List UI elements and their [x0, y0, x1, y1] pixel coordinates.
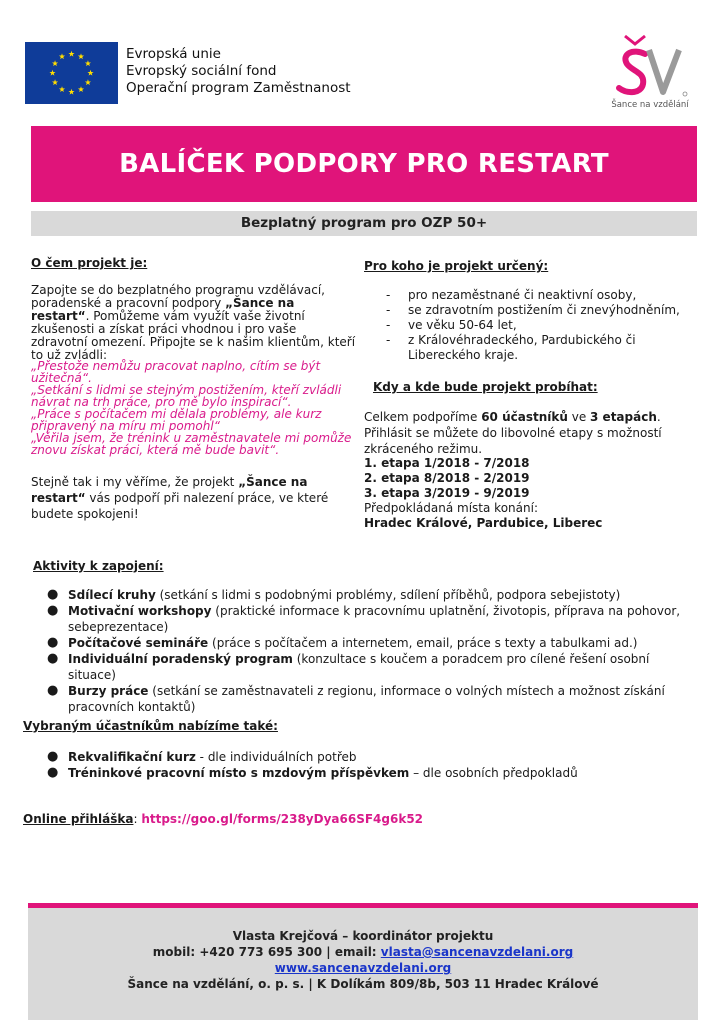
eu-star-icon [85, 79, 91, 85]
quotes-block [31, 360, 356, 456]
activities-heading: Aktivity k zapojení: [33, 559, 164, 573]
target-item: - se zdravotním postižením či znevýhodněním, [386, 303, 680, 317]
eu-text [126, 46, 351, 97]
left-heading: O čem projekt je: [31, 256, 148, 270]
eu-star-icon [87, 70, 93, 76]
logo-caption: Šance na vzdělání [611, 100, 689, 110]
sance-logo [605, 28, 695, 112]
stage-2: 2. etapa 8/2018 - 2/2019 [364, 471, 530, 485]
footer-coordinator: Vlasta Krejčová – koordinátor projektu [232, 929, 494, 943]
right-heading-1: Pro koho je projekt určený: [364, 259, 549, 273]
activity-item: ● Individuální poradenský program (konzultace s koučem a poradcem pro cílené řešení osobní situace) [47, 651, 650, 682]
places-label: Předpokládaná místa konání: [364, 501, 538, 515]
footer [28, 903, 698, 1020]
email-link[interactable]: vlasta@sancenavzdelani.org [380, 945, 574, 959]
target-item: - ve věku 50-64 let, [386, 318, 517, 332]
activity-item: ● Motivační workshopy (praktické informace k pracovnímu uplatnění, životopis, příprava na pohovor, sebeprezentace) [47, 603, 681, 634]
stage-1: 1. etapa 1/2018 - 7/2018 [364, 456, 530, 470]
eu-flag-logo [25, 42, 118, 104]
activities-list [0, 587, 690, 715]
intro-bold: „Šance na restart“ [31, 296, 295, 323]
activity-item: ● Počítačové semináře (práce s počítačem a internetem, email, práce s texty a tabulkami ad.) [47, 635, 638, 650]
offer-item: ● Tréninkové pracovní místo s mzdovým příspěvkem – dle osobních předpokladů [47, 765, 578, 780]
online-signup: Online přihláška: https://goo.gl/forms/238yDya66SF4g6k52 [23, 812, 424, 826]
web-link[interactable]: www.sancenavzdelani.org [274, 961, 452, 975]
subtitle-bar: Bezplatný program pro OZP 50+ [31, 211, 697, 236]
eu-star-icon [68, 89, 74, 95]
eu-star-icon [59, 86, 65, 92]
intro-pre: Zapojte se do bezplatného programu vzdělávací, poradenské a pracovní podpory [31, 283, 325, 310]
online-label: Online přihláška [23, 812, 134, 826]
stages-block [364, 456, 699, 531]
schedule-paragraph: Celkem podpoříme 60 účastníků ve 3 etapách. Přihlásit se můžete do libovolné etapy s možností zkráceného režimu. [364, 410, 662, 456]
eu-line-3: Operační program Zaměstnanost [126, 80, 351, 96]
target-list [364, 288, 699, 363]
eu-star-icon [78, 86, 84, 92]
intro-paragraph [31, 284, 356, 362]
activity-item: ● Sdílecí kruhy (setkání s lidmi s podobnými problémy, sdílení příběhů, podpora sebejistoty) [47, 587, 621, 602]
offer-list [0, 749, 690, 781]
signup-link[interactable]: https://goo.gl/forms/238yDya66SF4g6k52 [141, 812, 424, 826]
quote-3: „Práce s počítačem mi dělala problémy, ale kurz připravený na míru mi pomohl“ [31, 407, 322, 433]
offer-heading: Vybraným účastníkům nabízíme také: [23, 719, 278, 733]
intro-post: . Pomůžeme vám využít vaše životní zkušenosti a získat práci vhodnou i pro vaše zdravotní omezení. Připojte se k našim klientům, kteří to už zvládli: [31, 309, 356, 362]
eu-line-2: Evropský sociální fond [126, 63, 277, 79]
offer-item: ● Rekvalifikační kurz - dle individuálních potřeb [47, 749, 357, 764]
eu-star-icon [59, 53, 65, 59]
right-heading-2: Kdy a kde bude projekt probíhat: [373, 380, 598, 394]
outro-paragraph [31, 474, 356, 522]
eu-star-icon [52, 60, 58, 66]
target-item: - pro nezaměstnané či neaktivní osoby, [386, 288, 637, 302]
eu-star-icon [78, 53, 84, 59]
footer-address: Šance na vzdělání, o. p. s. | K Dolíkám 809/8b, 503 11 Hradec Králové [127, 977, 599, 991]
outro-pre: Stejně tak i my věříme, že projekt [31, 475, 239, 489]
target-item: - z Královéhradeckého, Pardubického či Libereckého kraje. [386, 333, 636, 362]
eu-star-icon [49, 70, 55, 76]
eu-star-icon [68, 51, 74, 57]
quote-4: „Věřila jsem, že trénink u zaměstnavatele mi pomůže znovu získat práci, která mě bude bavit“. [31, 431, 352, 457]
stage-3: 3. etapa 3/2019 - 9/2019 [364, 486, 530, 500]
eu-star-icon [52, 79, 58, 85]
footer-text [28, 928, 698, 992]
eu-star-icon [85, 60, 91, 66]
eu-line-1: Evropská unie [126, 46, 221, 62]
outro-bold: „Šance na restart“ [31, 475, 308, 505]
quote-1: „Přestože nemůžu pracovat naplno, cítím se být užitečná“. [31, 359, 321, 385]
outro-post: vás podpoří při nalezení práce, ve které budete spokojeni! [31, 491, 329, 521]
footer-contact: mobil: +420 773 695 300 | email: vlasta@sancenavzdelani.org [152, 945, 574, 959]
places: Hradec Králové, Pardubice, Liberec [364, 516, 603, 530]
quote-2: „Setkání s lidmi se stejným postižením, kteří zvládli návrat na trh práce, pro mě bylo inspirací“. [31, 383, 342, 409]
activity-item: ● Burzy práce (setkání se zaměstnavateli z regionu, informace o volných místech a možnost získání pracovních kontaktů) [47, 683, 665, 714]
banner-title: BALÍČEK PODPORY PRO RESTART [31, 126, 697, 202]
